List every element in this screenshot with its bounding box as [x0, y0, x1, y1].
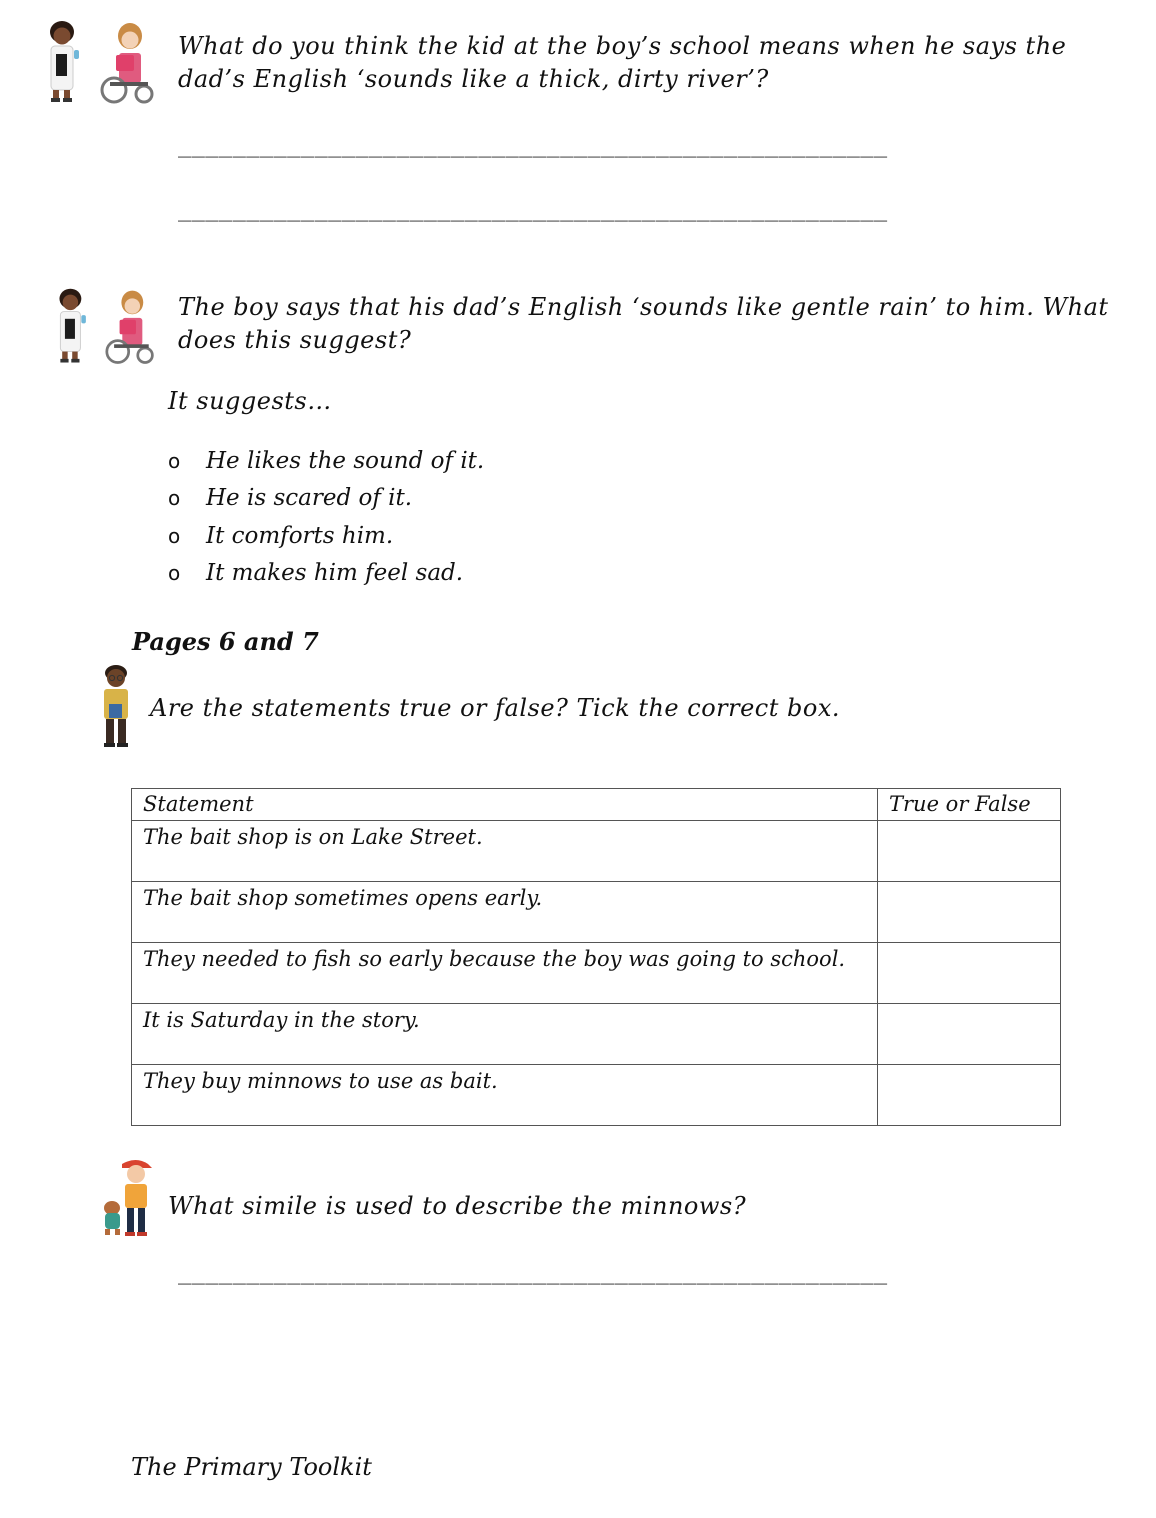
statement-cell: It is Saturday in the story.	[132, 1004, 878, 1065]
table-row	[132, 1004, 1061, 1065]
statement-cell: They needed to fish so early because the boy was going to school.	[132, 943, 878, 1004]
scientist-girl-icon	[59, 289, 85, 363]
answer-cell[interactable]	[878, 1065, 1061, 1126]
answer-line-q1-1[interactable]: ____________________________________________________	[178, 133, 888, 158]
q2-character-icons	[54, 284, 156, 370]
answer-line-q1-2[interactable]: ____________________________________________________	[178, 197, 888, 222]
table-header-row	[132, 789, 1061, 821]
scientist-girl-icon	[50, 21, 79, 102]
answer-line-q3[interactable]: ____________________________________________________	[178, 1260, 888, 1285]
header-true-false: True or False	[878, 789, 1061, 821]
question-2-line-2: does this suggest?	[178, 326, 412, 354]
footer-brand: The Primary Toolkit	[131, 1453, 372, 1481]
boy-with-book-icon	[96, 664, 136, 750]
answer-cell[interactable]	[878, 1004, 1061, 1065]
q1-character-icons	[44, 18, 156, 108]
question-2-prompt: It suggests…	[168, 387, 332, 415]
boy-with-dog-icon	[100, 1156, 156, 1240]
true-false-table	[131, 788, 1061, 1126]
question-2-text	[178, 291, 1109, 357]
header-statement: Statement	[132, 789, 878, 821]
question-2-options	[168, 442, 484, 592]
statement-cell: They buy minnows to use as bait.	[132, 1065, 878, 1126]
statement-cell: The bait shop is on Lake Street.	[132, 821, 878, 882]
option-item[interactable]	[168, 555, 484, 593]
table-row	[132, 882, 1061, 943]
option-item[interactable]	[168, 517, 484, 555]
option-label: It comforts him.	[206, 522, 394, 549]
reading-girl-wheelchair-icon	[107, 291, 153, 363]
answer-cell[interactable]	[878, 821, 1061, 882]
answer-cell[interactable]	[878, 943, 1061, 1004]
section-heading: Pages 6 and 7	[132, 627, 319, 656]
option-label: He likes the sound of it.	[206, 447, 485, 474]
table-row	[132, 943, 1061, 1004]
question-2-line-1: The boy says that his dad’s English ‘sounds like gentle rain’ to him. What	[178, 293, 1109, 321]
option-item[interactable]	[168, 480, 484, 518]
answer-cell[interactable]	[878, 882, 1061, 943]
table-row	[132, 821, 1061, 882]
circle-bullet-icon[interactable]: o	[168, 448, 181, 473]
question-1-line-1: What do you think the kid at the boy’s school means when he says the	[178, 32, 1067, 60]
question-1-line-2: dad’s English ‘sounds like a thick, dirty river’?	[178, 65, 769, 93]
question-1-text	[178, 30, 1066, 96]
option-item[interactable]	[168, 442, 484, 480]
option-label: He is scared of it.	[206, 485, 413, 512]
option-label: It makes him feel sad.	[206, 560, 464, 587]
circle-bullet-icon[interactable]: o	[168, 486, 181, 511]
question-3-text: What simile is used to describe the minnows?	[168, 1192, 747, 1220]
statement-cell: The bait shop sometimes opens early.	[132, 882, 878, 943]
table-row	[132, 1065, 1061, 1126]
reading-girl-wheelchair-icon	[102, 23, 152, 102]
circle-bullet-icon[interactable]: o	[168, 523, 181, 548]
section-instruction: Are the statements true or false? Tick the correct box.	[150, 694, 840, 722]
circle-bullet-icon[interactable]: o	[168, 561, 181, 586]
